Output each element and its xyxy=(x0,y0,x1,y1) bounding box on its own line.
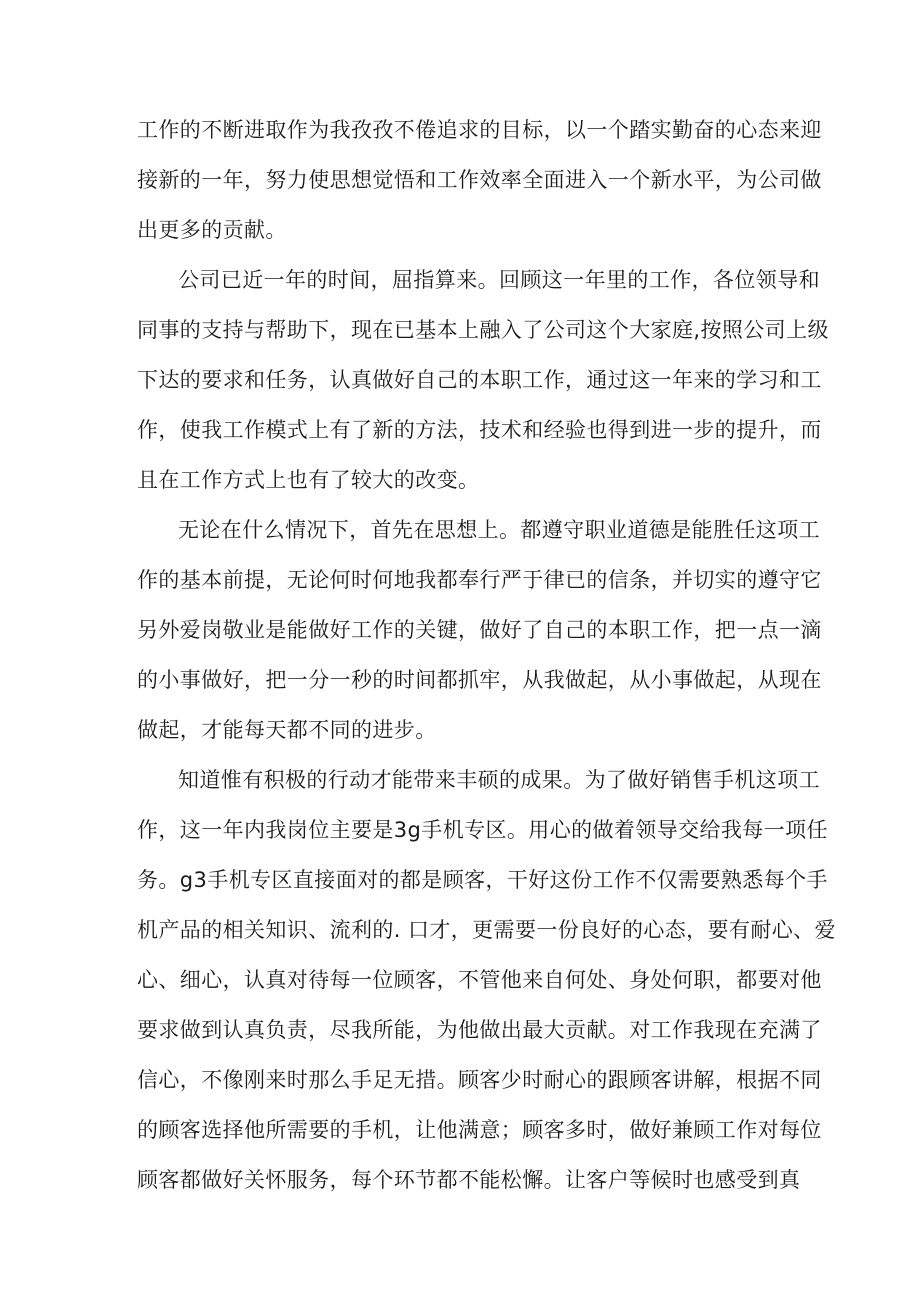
p4-line-2: 作，这一年内我岗位主要是3g手机专区。用心的做着领导交给我每一项任 xyxy=(137,818,828,842)
p3-line-2: 作的基本前提，无论何时何地我都奉行严于律已的信条，并切实的遵守它 xyxy=(137,568,822,592)
p4-line-4: 机产品的相关知识、流利的. 口才，更需要一份良好的心态，要有耐心、爱 xyxy=(137,918,836,942)
p2-line-4: 作，使我工作模式上有了新的方法，技术和经验也得到进一步的提升，而 xyxy=(137,418,822,442)
p3-line-4: 的小事做好，把一分一秒的时间都抓牢，从我做起，从小事做起，从现在 xyxy=(137,668,822,692)
p4-line-5: 心、细心，认真对待每一位顾客，不管他来自何处、身处何职，都要对他 xyxy=(137,968,822,992)
p4-line-3: 务。g3手机专区直接面对的都是顾客，干好这份工作不仅需要熟悉每个手 xyxy=(137,868,828,892)
p1-line-3: 出更多的贡献。 xyxy=(137,218,287,242)
p4-line-9: 顾客都做好关怀服务，每个环节都不能松懈。让客户等候时也感受到真 xyxy=(137,1168,801,1192)
p2-line-5: 且在工作方式上也有了较大的改变。 xyxy=(137,468,480,492)
p4-line-7: 信心，不像刚来时那么手足无措。顾客少时耐心的跟顾客讲解，根据不同 xyxy=(137,1068,822,1092)
p1-line-2: 接新的一年，努力使思想觉悟和工作效率全面进入一个新水平，为公司做 xyxy=(137,168,822,192)
p4-line-6: 要求做到认真负责，尽我所能，为他做出最大贡献。对工作我现在充满了 xyxy=(137,1018,822,1042)
p1-line-1: 工作的不断进取作为我孜孜不倦追求的目标，以一个踏实勤奋的心态来迎 xyxy=(137,118,822,142)
p2-line-1: 公司已近一年的时间，屈指算来。回顾这一年里的工作，各位领导和 xyxy=(178,268,820,292)
p3-line-3: 另外爱岗敬业是能做好工作的关键，做好了自己的本职工作，把一点一滴 xyxy=(137,618,822,642)
p4-line-8: 的顾客选择他所需要的手机，让他满意；顾客多时，做好兼顾工作对每位 xyxy=(137,1118,822,1142)
p2-line-3: 下达的要求和任务，认真做好自己的本职工作，通过这一年来的学习和工 xyxy=(137,368,822,392)
p3-line-5: 做起，才能每天都不同的进步。 xyxy=(137,718,437,742)
p4-line-1: 知道惟有积极的行动才能带来丰硕的成果。为了做好销售手机这项工 xyxy=(178,768,820,792)
p2-line-2: 同事的支持与帮助下，现在已基本上融入了公司这个大家庭,按照公司上级 xyxy=(137,318,829,342)
p3-line-1: 无论在什么情况下，首先在思想上。都遵守职业道德是能胜任这项工 xyxy=(178,518,820,542)
